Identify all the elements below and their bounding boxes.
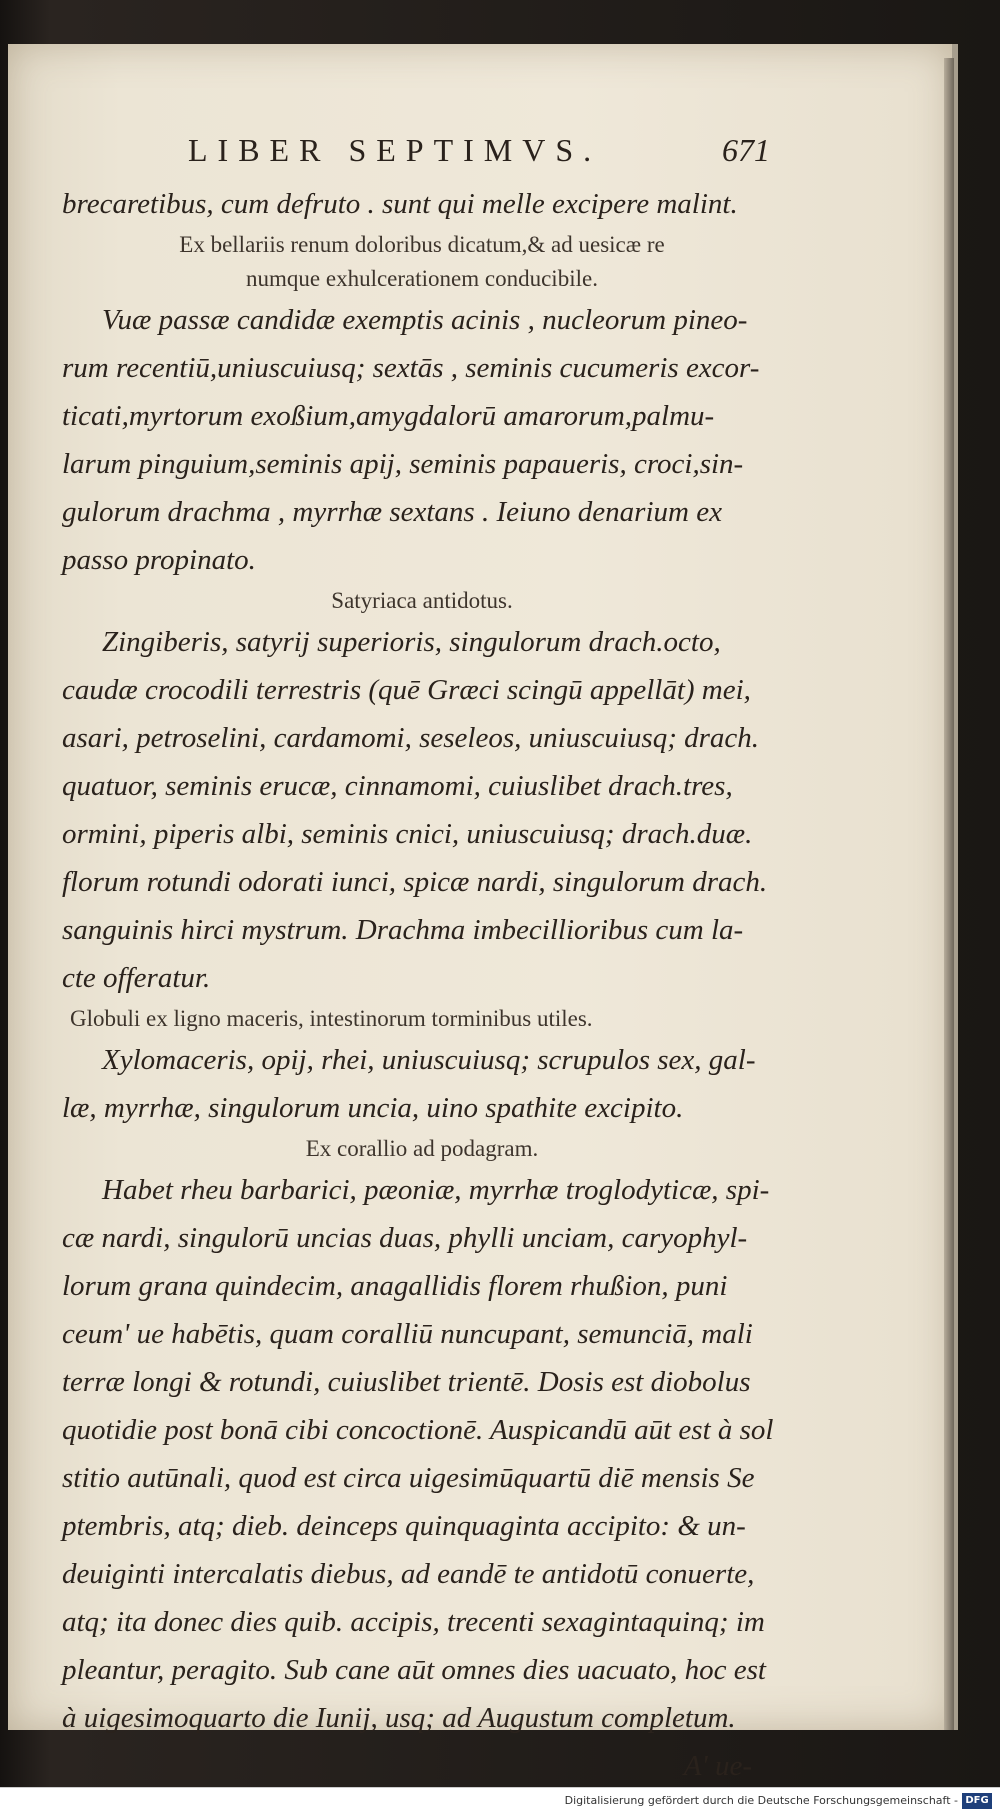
catchword: A' ue- bbox=[683, 1750, 752, 1782]
text-line: stitio autūnali, quod est circa uigesimūquartū diē mensis Se bbox=[62, 1462, 755, 1494]
text-line: quatuor, seminis erucæ, cinnamomi, cuiuslibet drach.tres, bbox=[62, 770, 733, 802]
page-text bbox=[62, 132, 782, 1790]
text-line: pleantur, peragito. Sub cane aūt omnes dies uacuato, hoc est bbox=[62, 1654, 766, 1686]
text-line: passo propinato. bbox=[62, 544, 256, 576]
text-line: florum rotundi odorati iunci, spicæ nardi, singulorum drach. bbox=[62, 866, 768, 898]
footer-bar bbox=[0, 1787, 1000, 1818]
text-line: cæ nardi, singulorū uncias duas, phylli unciam, caryophyl- bbox=[62, 1222, 748, 1254]
section-heading: Satyriaca antidotus. bbox=[331, 588, 513, 613]
text-line: larum pinguium,seminis apij, seminis papaueris, croci,sin- bbox=[62, 448, 744, 480]
text-line: rum recentiū,uniuscuiusq; sextās , seminis cucumeris excor- bbox=[62, 352, 760, 384]
page-edge bbox=[944, 58, 954, 1730]
text-line: deuiginti intercalatis diebus, ad eandē te antidotū conuerte, bbox=[62, 1558, 755, 1590]
dfg-logo: DFG bbox=[962, 1793, 992, 1809]
text-line: ticati,myrtorum exoßium,amygdalorū amarorum,palmu- bbox=[62, 400, 715, 432]
text-line: ceum' ue habētis, quam coralliū nuncupant, semunciā, mali bbox=[62, 1318, 753, 1350]
section-heading: Ex corallio ad podagram. bbox=[305, 1136, 539, 1161]
text-line: gulorum drachma , myrrhæ sextans . Ieiuno denarium ex bbox=[62, 496, 722, 528]
text-line: quotidie post bonā cibi concoctionē. Auspicandū aūt est à sol bbox=[62, 1414, 774, 1446]
funding-credit: Digitalisierung gefördert durch die Deutsche Forschungsgemeinschaft - bbox=[564, 1794, 958, 1807]
running-head: LIBER SEPTIMVS. bbox=[188, 132, 602, 168]
text-line: à uigesimoquarto die Iunij, usq; ad Augustum completum. bbox=[62, 1702, 736, 1734]
text-line: asari, petroselini, cardamomi, seseleos, uniuscuiusq; drach. bbox=[62, 722, 760, 754]
text-line: sanguinis hirci mystrum. Drachma imbecillioribus cum la- bbox=[62, 914, 744, 946]
section-heading: Globuli ex ligno maceris, intestinorum torminibus utiles. bbox=[70, 1006, 593, 1031]
text-line: terræ longi & rotundi, cuiuslibet trientē. Dosis est diobolus bbox=[62, 1366, 751, 1398]
page-number: 671 bbox=[722, 132, 770, 168]
text-line: Zingiberis, satyrij superioris, singulorum drach.octo, bbox=[102, 626, 721, 658]
text-line: læ, myrrhæ, singulorum uncia, uino spathite excipito. bbox=[62, 1092, 684, 1124]
section-heading: numque exhulcerationem conducibile. bbox=[246, 266, 598, 291]
section-heading: Ex bellariis renum doloribus dicatum,& ad uesicæ re bbox=[179, 232, 665, 257]
text-line: ptembris, atq; dieb. deinceps quinquaginta accipito: & un- bbox=[62, 1510, 746, 1542]
text-line: ormini, piperis albi, seminis cnici, uniuscuiusq; drach.duæ. bbox=[62, 818, 753, 850]
text-line: cte offeratur. bbox=[62, 962, 211, 994]
text-line: Vuæ passæ candidæ exemptis acinis , nucleorum pineo- bbox=[102, 304, 748, 336]
text-line: Xylomaceris, opij, rhei, uniuscuiusq; scrupulos sex, gal- bbox=[102, 1044, 756, 1076]
text-line: lorum grana quindecim, anagallidis florem rhußion, puni bbox=[62, 1270, 728, 1302]
text-line: atq; ita donec dies quib. accipis, trecenti sexagintaquinq; im bbox=[62, 1606, 765, 1638]
text-line: brecaretibus, cum defruto . sunt qui melle excipere malint. bbox=[62, 188, 738, 220]
text-line: caudæ crocodili terrestris (quē Græci scingū appellāt) mei, bbox=[62, 674, 751, 706]
page-header bbox=[62, 132, 782, 174]
text-line: Habet rheu barbarici, pæoniæ, myrrhæ troglodyticæ, spi- bbox=[102, 1174, 770, 1206]
